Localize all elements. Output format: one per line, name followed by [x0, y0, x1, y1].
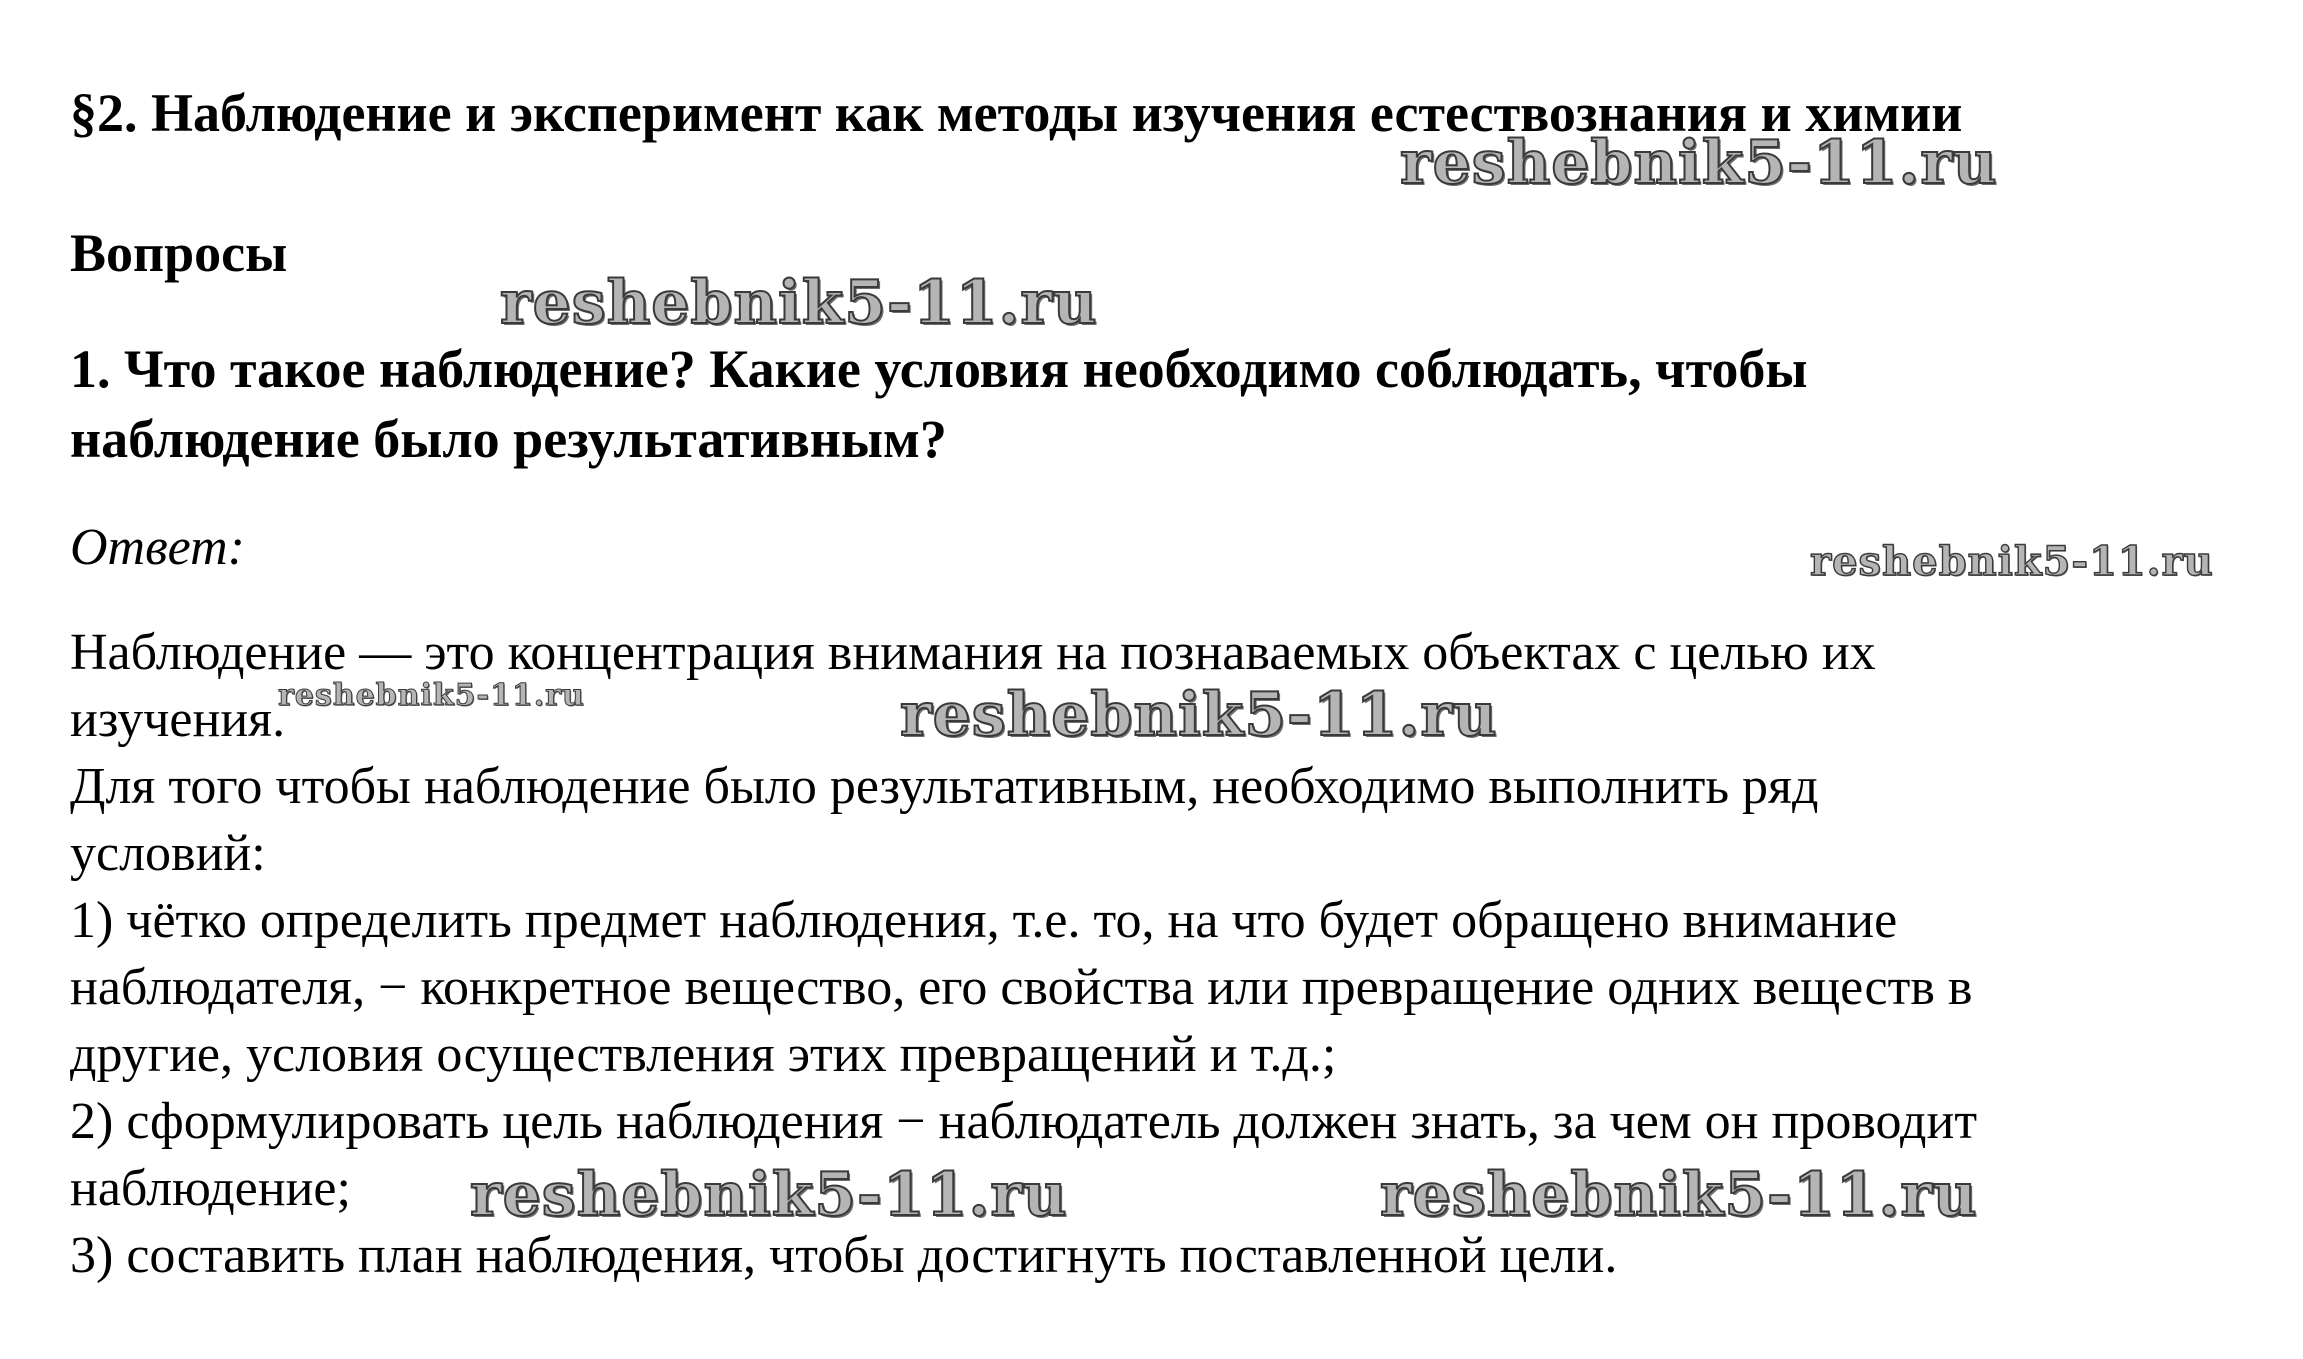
answer-line: наблюдение;	[70, 1160, 351, 1217]
watermark-logo: reshebnik5-11.ru	[1400, 128, 1998, 198]
question-line-1: 1. Что такое наблюдение? Какие условия необходимо соблюдать, чтобы	[70, 339, 1808, 399]
answer-line: изучения.	[70, 691, 286, 748]
answer-line: наблюдателя, − конкретное вещество, его свойства или превращение одних веществ в	[70, 959, 1973, 1016]
answer-line: 1) чётко определить предмет наблюдения, т.е. то, на что будет обращено внимание	[70, 892, 1898, 949]
watermark-logo: reshebnik5-11.ru	[1380, 1160, 1978, 1230]
answer-line: другие, условия осуществления этих превращений и т.д.;	[70, 1026, 1337, 1083]
watermark-logo: reshebnik5-11.ru	[1810, 538, 2214, 585]
answer-line: условий:	[70, 825, 266, 882]
answer-line: Наблюдение — это концентрация внимания на познаваемых объектах с целью их	[70, 624, 1876, 681]
questions-heading: Вопросы	[70, 223, 288, 283]
watermark-logo: reshebnik5-11.ru	[500, 268, 1098, 338]
watermark-logo: reshebnik5-11.ru	[470, 1160, 1068, 1230]
answer-label: Ответ:	[70, 519, 245, 576]
answer-line: 3) составить план наблюдения, чтобы достигнуть поставленной цели.	[70, 1227, 1618, 1284]
answer-line: Для того чтобы наблюдение было результативным, необходимо выполнить ряд	[70, 758, 1819, 815]
answer-line: 2) сформулировать цель наблюдения − наблюдатель должен знать, за чем он проводит	[70, 1093, 1978, 1150]
watermark-logo: reshebnik5-11.ru	[278, 678, 585, 713]
watermark-logo: reshebnik5-11.ru	[900, 680, 1498, 750]
question-line-2: наблюдение было результативным?	[70, 409, 947, 469]
section-title: §2. Наблюдение и эксперимент как методы изучения естествознания и химии	[70, 83, 1963, 143]
